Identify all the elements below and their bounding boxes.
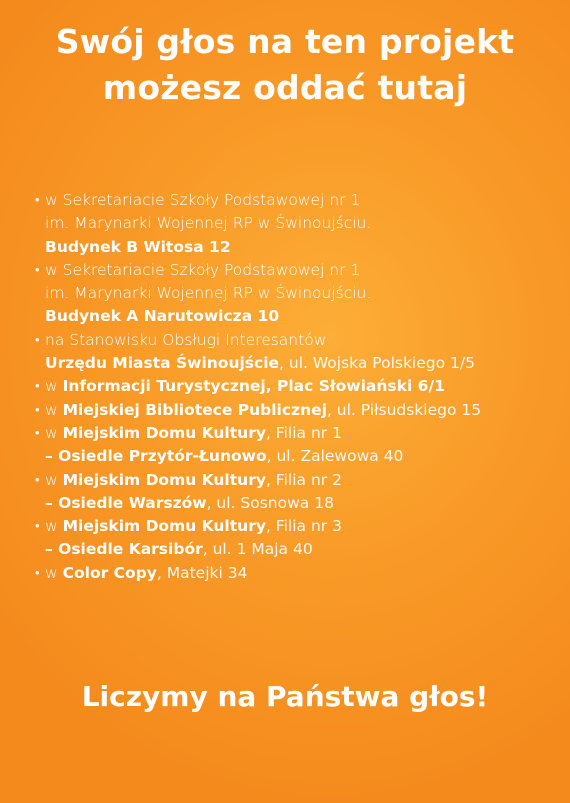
list-item xyxy=(35,562,560,585)
location-branch: , Filia nr 2 xyxy=(265,470,342,489)
location-name: Urzędu Miasta Świnoujście xyxy=(45,354,280,373)
location-name: Miejskim Domu Kultury xyxy=(62,423,266,442)
bullet-icon: • xyxy=(35,472,40,488)
list-item xyxy=(35,422,560,445)
location-name: Informacji Turystycznej, Plac Słowiański 6/1 xyxy=(62,377,445,396)
location-address: , ul. Zalewowa 40 xyxy=(266,447,404,466)
location-text: w Sekretariacie Szkoły Podstawowej nr 1 xyxy=(45,260,361,279)
location-address: , ul. Sosnowa 18 xyxy=(206,493,334,512)
bullet-icon: • xyxy=(35,332,40,348)
bullet-icon: • xyxy=(35,565,40,581)
list-item xyxy=(35,469,560,492)
headline-line-2: możesz oddać tutaj xyxy=(102,68,468,107)
headline xyxy=(0,19,570,111)
location-address: , ul. 1 Maja 40 xyxy=(202,540,313,559)
location-name: Color Copy xyxy=(62,563,157,582)
location-branch: , Filia nr 1 xyxy=(265,423,342,442)
location-branch: , Filia nr 3 xyxy=(265,517,342,536)
location-name: Miejskim Domu Kultury xyxy=(62,517,266,536)
locations-list xyxy=(35,189,560,585)
location-name: Miejskim Domu Kultury xyxy=(62,470,266,489)
location-name: Miejskiej Bibliotece Publicznej xyxy=(62,400,327,419)
list-item xyxy=(35,259,560,282)
location-text: w Sekretariacie Szkoły Podstawowej nr 1 xyxy=(45,191,361,209)
list-item xyxy=(35,515,560,538)
location-prefix: w xyxy=(45,423,63,442)
location-text: im. Marynarki Wojennej RP w Świnoujściu. xyxy=(45,214,372,233)
location-prefix: w xyxy=(45,563,63,582)
bullet-icon: • xyxy=(35,379,40,395)
location-text: na Stanowisku Obsługi Interesantów xyxy=(45,330,327,349)
bullet-icon: • xyxy=(35,425,40,441)
list-item xyxy=(35,189,560,212)
bullet-icon: • xyxy=(35,519,40,535)
bullet-icon: • xyxy=(35,262,40,278)
bullet-icon: • xyxy=(35,193,40,208)
location-text: im. Marynarki Wojennej RP w Świnoujściu. xyxy=(45,284,372,303)
location-prefix: w xyxy=(45,400,63,419)
location-district: – Osiedle Przytór-Łunowo xyxy=(45,447,267,466)
location-prefix: w xyxy=(45,470,63,489)
location-district: – Osiedle Warszów xyxy=(45,493,207,512)
list-item xyxy=(35,399,560,422)
location-address: Budynek A Narutowicza 10 xyxy=(45,307,280,326)
location-address: Budynek B Witosa 12 xyxy=(45,237,231,256)
footer-slogan: Liczymy na Państwa głos! xyxy=(81,680,489,713)
list-item xyxy=(35,375,560,398)
list-item xyxy=(35,329,560,352)
location-prefix: w xyxy=(45,377,63,396)
location-district: – Osiedle Karsibór xyxy=(45,540,203,559)
location-address: , Matejki 34 xyxy=(156,563,248,582)
bullet-icon: • xyxy=(35,402,40,418)
location-address: , ul. Piłsudskiego 15 xyxy=(326,400,482,419)
location-prefix: w xyxy=(45,517,63,536)
headline-line-1: Swój głos na ten projekt xyxy=(55,22,515,61)
location-address: , ul. Wojska Polskiego 1/5 xyxy=(279,354,475,373)
